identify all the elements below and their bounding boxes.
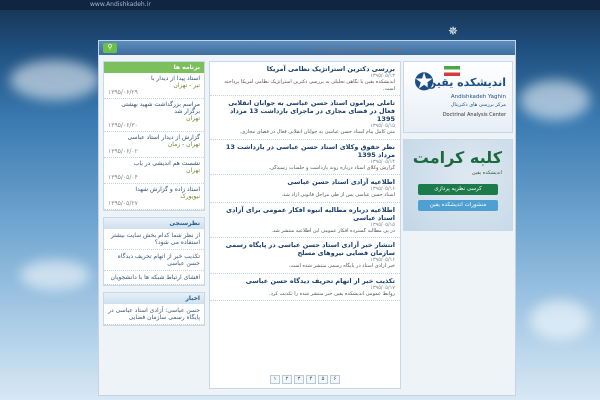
article-title[interactable]: اطلاعیه آزادی استاد حسن عباسی bbox=[287, 178, 395, 186]
cloud-decoration bbox=[520, 80, 590, 120]
ads-box bbox=[103, 292, 205, 326]
article-title[interactable]: نظر حقوق وکلای استاد حسن عباسی در بازداشت 13 مرداد 1395 bbox=[225, 142, 395, 159]
article-item bbox=[210, 62, 400, 96]
page-number-button[interactable]: ۶ bbox=[330, 375, 340, 384]
top-bar bbox=[0, 0, 600, 10]
article-title[interactable]: بررسی دکترین استراتژیک نظامی آمریکا bbox=[266, 65, 395, 73]
article-date: ۱۳۹۵/۰۵/۱۶ bbox=[370, 186, 395, 192]
news-meta: تهران - زمان bbox=[167, 141, 200, 148]
news-title[interactable]: استاد پیدا از دیدار با bbox=[150, 75, 200, 82]
news-meta: تهران bbox=[186, 115, 200, 122]
article-summary: خبر آزادی استاد در پایگاه رسمی منتشر شده است. bbox=[288, 263, 395, 269]
cloud-decoration bbox=[530, 300, 590, 340]
cloud-decoration bbox=[10, 60, 100, 100]
star-logo-icon: ✪ bbox=[413, 68, 435, 96]
site-logo[interactable] bbox=[403, 61, 513, 133]
article-date: ۱۳۹۵/۰۵/۱۶ bbox=[370, 257, 395, 263]
article-summary: متن کامل پیام استاد حسن عباسی به جوانان انقلابی فعال در فضای مجازی. bbox=[239, 129, 395, 135]
article-title[interactable]: اطلاعیه درباره مطالبه انبوه افکار عمومی برای آزادی استاد عباسی bbox=[226, 205, 395, 222]
news-date: ۱۳۹۵/۰۵/۲۷ bbox=[108, 200, 138, 207]
article-date: ۱۳۹۵/۰۵/۱۴ bbox=[370, 158, 395, 165]
poll-box bbox=[103, 217, 205, 286]
article-title[interactable]: انتشار خبر آزادی استاد حسن عباسی در پایگاه رسمی سازمان فضایی نیروهای مسلح bbox=[225, 241, 395, 257]
poll-item[interactable]: افشای ارتباط شبکه ها با دانشجویان bbox=[104, 271, 204, 285]
news-date: ۱۳۹۵/۰۵/۰۴ bbox=[108, 174, 138, 181]
article-summary: روابط عمومی اندیشکده یقین خبر منتشر شده را تکذیب کرد. bbox=[268, 290, 395, 297]
kerm-title: کلبه کرامت bbox=[412, 148, 502, 167]
article-summary: گزارش وکلای استاد درباره روند بازداشت و جلسات رسیدگی. bbox=[268, 164, 395, 171]
page-number-button[interactable]: ۴ bbox=[306, 375, 316, 384]
news-item[interactable] bbox=[104, 99, 204, 132]
site-url[interactable]: www.Andishkadeh.ir bbox=[90, 1, 151, 8]
article-item bbox=[210, 238, 400, 274]
article-summary: استاد حسن عباسی پس از طی مراحل قانونی آزاد شد. bbox=[281, 192, 395, 198]
news-meta: نیویورک bbox=[180, 193, 200, 200]
news-item[interactable] bbox=[104, 73, 204, 99]
left-column bbox=[103, 61, 205, 332]
pagination bbox=[210, 375, 400, 384]
news-item[interactable] bbox=[104, 158, 204, 184]
page-number-button[interactable]: ۲ bbox=[282, 375, 292, 384]
search-bar bbox=[99, 41, 515, 55]
news-item[interactable] bbox=[104, 132, 204, 158]
news-title[interactable]: نشست هم اندیشی در باب bbox=[133, 160, 200, 167]
news-date: ۱۳۹۵/۰۶/۲۹ bbox=[108, 89, 138, 96]
article-date: ۱۳۹۵/۰۵/۱۵ bbox=[370, 221, 395, 228]
news-title[interactable]: استاد زاده و گزارش شهدا bbox=[135, 186, 200, 193]
article-title[interactable]: تکذیب خبر از اتهام تحریف دیدگاه حسن عباسی bbox=[245, 276, 395, 285]
logo-subtitle: Andishkadeh Yaghin bbox=[450, 94, 506, 100]
article-item bbox=[210, 274, 400, 302]
ads-box-title: اخبار bbox=[104, 293, 204, 304]
main-panel bbox=[98, 40, 516, 396]
poll-item[interactable]: از نظر شما کدام بخش سایت بیشتر استفاده می شود؟ bbox=[104, 229, 204, 250]
article-item bbox=[210, 140, 400, 176]
article-title[interactable]: تاملی پیرامون استاد حسن عباسی به جوانان انقلابی فعال در فضای مجازی در ماجرای بازداشت 13 مرداد 1395 bbox=[228, 99, 395, 123]
article-list bbox=[209, 61, 401, 389]
news-item[interactable] bbox=[104, 184, 204, 210]
page-number-button[interactable]: ۱ bbox=[270, 375, 280, 384]
news-title[interactable]: گزارش از دیدار استاد عباسی bbox=[127, 134, 200, 141]
cloud-decoration bbox=[20, 260, 90, 290]
article-item bbox=[210, 203, 400, 239]
right-column bbox=[403, 61, 511, 231]
article-item bbox=[210, 96, 400, 140]
article-date: ۱۳۹۵/۰۵/۱۳ bbox=[370, 73, 395, 79]
theory-chair-button[interactable]: کرسی نظریه پردازی bbox=[418, 184, 498, 195]
ads-item[interactable]: حسن عباسی: آزادی استاد عباسی در پایگاه رسمی سازمان فضایی bbox=[104, 304, 204, 325]
article-summary: اندیشکده یقین با نگاهی تحلیلی به بررسی دکترین استراتژیک نظامی آمریکا پرداخته است. bbox=[224, 79, 395, 92]
search-input[interactable] bbox=[119, 43, 407, 53]
news-meta: تهران bbox=[186, 167, 200, 174]
search-icon: ⚲ bbox=[107, 44, 113, 51]
poll-item[interactable]: تکذیب خبر از اتهام تحریف دیدگاه حسن عباسی bbox=[104, 250, 204, 271]
kerm-banner bbox=[403, 139, 513, 231]
news-box-title: برنامه ها bbox=[104, 62, 204, 73]
news-box bbox=[103, 61, 205, 211]
emblem-icon: ✵ bbox=[447, 24, 459, 38]
news-title[interactable]: مراسم بزرگداشت شهید بهشتی برگزار شد bbox=[121, 101, 200, 115]
kerm-subtitle: اندیشکده یقین bbox=[471, 170, 502, 176]
article-item bbox=[210, 175, 400, 203]
page-number-button[interactable]: ۳ bbox=[294, 375, 304, 384]
logo-title: اندیشکده یقین bbox=[426, 76, 506, 89]
publications-button[interactable]: منشورات اندیشکده یقین bbox=[418, 200, 498, 211]
logo-center-name: مرکز بررسی های دکترینال bbox=[450, 102, 506, 108]
article-summary: در پی مطالبه گسترده افکار عمومی این اطلاعیه منتشر شد. bbox=[271, 227, 395, 234]
article-date: ۱۳۹۵/۰۵/۱۵ bbox=[370, 123, 395, 129]
news-date: ۱۳۹۵/۰۶/۰۲ bbox=[108, 148, 138, 155]
article-date: ۱۳۹۵/۰۵/۱۷ bbox=[370, 284, 395, 291]
page-number-button[interactable]: ۵ bbox=[318, 375, 328, 384]
news-date: ۱۳۹۵/۰۶/۳۰ bbox=[108, 122, 138, 129]
poll-box-title: نظرسنجی bbox=[104, 218, 204, 229]
news-meta: تیر - تهران bbox=[173, 82, 200, 89]
logo-center-english: Doctrinal Analysis Center bbox=[442, 112, 506, 118]
flag-icon bbox=[444, 66, 460, 76]
search-button[interactable] bbox=[103, 43, 117, 53]
